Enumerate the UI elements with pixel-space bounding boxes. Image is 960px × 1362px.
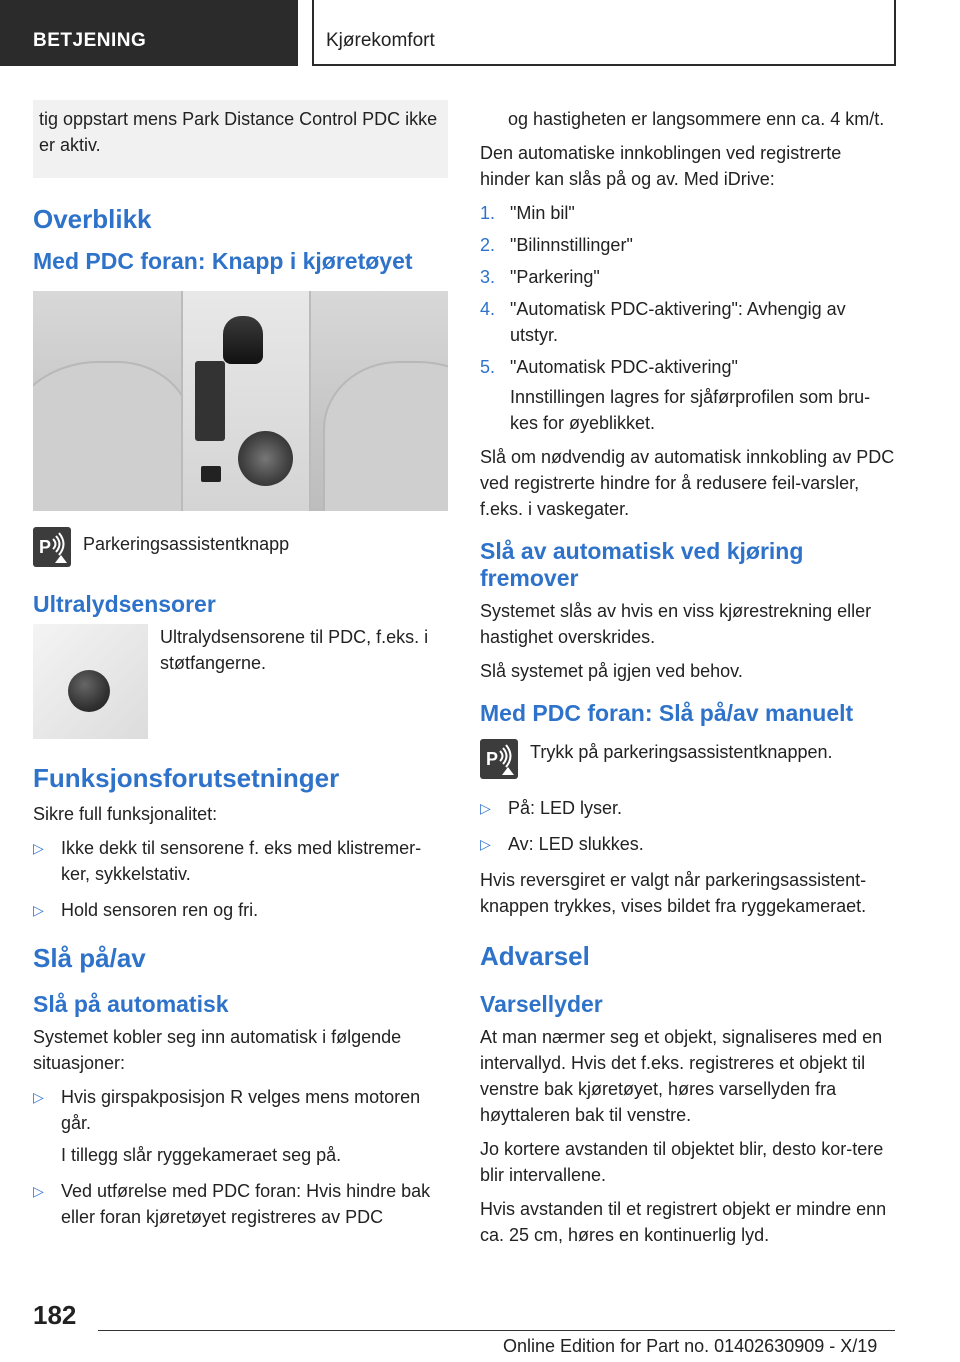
section-title: BETJENING: [0, 0, 298, 66]
func-list: [33, 835, 448, 923]
auto-off-text-2: Slå systemet på igjen ved behov.: [480, 661, 743, 681]
idrive-steps: [480, 200, 895, 436]
triangle-bullet-icon: ▷: [33, 840, 44, 856]
sensor-image: [33, 624, 148, 739]
heading-auto-on: Slå på automatisk: [33, 991, 229, 1017]
heading-prerequisites: Funksjonsforutsetninger: [33, 763, 340, 793]
after-steps-text: Slå om nødvendig av automatisk innkobling av PDC ved registrerte hindre for å redusere feil-varsler, f.eks. i vaskegater.: [480, 447, 895, 519]
heading-auto-off: Slå av automatisk ved kjøring fremover: [480, 538, 804, 591]
park-assist-button-photo: [201, 466, 221, 482]
sensor-dot: [68, 670, 110, 712]
list-item: 1. "Min bil": [480, 203, 575, 223]
seat-right: [323, 361, 448, 511]
reverse-text: Hvis reversgiret er valgt når parkeringsassistent-knappen trykkes, vises bildet fra ryggekameraet.: [480, 870, 867, 916]
park-assist-icon: [480, 739, 518, 779]
heading-ultrasonic: Ultralydsensorer: [33, 591, 216, 617]
auto-text: Systemet kobler seg inn automatisk i følgende situasjoner:: [33, 1027, 402, 1073]
gear-lever: [223, 316, 263, 364]
list-item: ▷ Hold sensoren ren og fri.: [33, 897, 448, 923]
page-header: [0, 0, 960, 66]
list-item: ▷ Ikke dekk til sensorene f. eks med klistremer-ker, sykkelstativ.: [33, 835, 448, 887]
list-item: 3. "Parkering": [480, 267, 600, 287]
heading-on-off: Slå på/av: [33, 943, 146, 973]
sounds-text-1: At man nærmer seg et objekt, signaliseres med en intervallyd. Hvis det f.eks. registreres et objekt til venstre bak kjøretøyet, høres varsellyden fra høyttaleren bak til venstre.: [480, 1027, 883, 1125]
auto-off-text-1: Systemet slås av hvis en viss kjørestrekning eller hastighet overskrides.: [480, 601, 872, 647]
footer-edition: Online Edition for Part no. 01402630909 - X/19: [503, 1336, 878, 1356]
list-item: ▷ Ved utførelse med PDC foran: Hvis hindre bak eller foran kjøretøyet registreres av PDC: [33, 1178, 448, 1230]
manual-list: [480, 795, 895, 857]
sounds-text-3: Hvis avstanden til et registrert objekt er mindre enn ca. 25 cm, høres en kontinuerlig lyd.: [480, 1199, 887, 1245]
heading-overblikk: Overblikk: [33, 204, 152, 234]
icon-caption: Parkeringsassistentknapp: [83, 534, 290, 554]
heading-pdc-front-button: Med PDC foran: Knapp i kjøretøyet: [33, 248, 413, 274]
seat-left: [33, 361, 193, 511]
list-item: ▷ Av: LED slukkes.: [480, 831, 895, 857]
list-item: ▷ Hvis girspakposisjon R velges mens motoren går. I tillegg slår ryggekameraet seg på.: [33, 1084, 448, 1168]
func-intro: Sikre full funksjonalitet:: [33, 804, 218, 824]
triangle-bullet-icon: ▷: [33, 1183, 44, 1199]
auto-list: [33, 1084, 448, 1230]
idrive-text: Den automatiske innkoblingen ved registrerte hinder kan slås på og av. Med iDrive:: [480, 143, 842, 189]
continued-text: og hastigheten er langsommere enn ca. 4 km/t.: [508, 109, 885, 129]
page-number: 182: [33, 1300, 77, 1330]
triangle-bullet-icon: ▷: [480, 800, 491, 816]
list-item: 5. "Automatisk PDC-aktivering" Innstillingen lagres for sjåførprofilen som bru-kes for øyeblikket.: [480, 354, 895, 436]
idrive-controller: [238, 431, 293, 486]
manual-icon-row: [480, 739, 895, 779]
right-column: [480, 100, 895, 1256]
heading-warning: Advarsel: [480, 941, 590, 971]
triangle-bullet-icon: ▷: [480, 836, 491, 852]
list-item: 4. "Automatisk PDC-aktivering": Avhengig av utstyr.: [480, 299, 846, 345]
footer-divider: [98, 1330, 895, 1331]
console-photo: [33, 291, 448, 511]
park-assist-icon: [33, 527, 71, 567]
list-subtext: I tillegg slår ryggekameraet seg på.: [61, 1145, 342, 1165]
heading-manual: Med PDC foran: Slå på/av manuelt: [480, 700, 854, 726]
switch-panel: [195, 361, 225, 441]
list-item: 2. "Bilinnstillinger": [480, 235, 633, 255]
triangle-bullet-icon: ▷: [33, 902, 44, 918]
continued-note-box: tig oppstart mens Park Distance Control PDC ikke er aktiv.: [33, 100, 448, 178]
left-column: [33, 100, 448, 1240]
svg-text:P: P: [39, 537, 52, 557]
triangle-bullet-icon: ▷: [33, 1089, 44, 1105]
list-subtext: Innstillingen lagres for sjåførprofilen som bru-kes for øyeblikket.: [510, 387, 871, 433]
manual-text: Trykk på parkeringsassistentknappen.: [530, 742, 833, 762]
sensor-text: Ultralydsensorene til PDC, f.eks. i støtfangerne.: [160, 627, 429, 673]
icon-caption-row: [33, 527, 448, 567]
list-item: ▷ På: LED lyser.: [480, 795, 895, 821]
svg-text:P: P: [486, 749, 499, 769]
chapter-title: Kjørekomfort: [312, 0, 896, 66]
sounds-text-2: Jo kortere avstanden til objektet blir, desto kor-tere blir intervallene.: [480, 1139, 884, 1185]
heading-sounds: Varsellyder: [480, 991, 603, 1017]
sensor-row: [33, 624, 448, 739]
